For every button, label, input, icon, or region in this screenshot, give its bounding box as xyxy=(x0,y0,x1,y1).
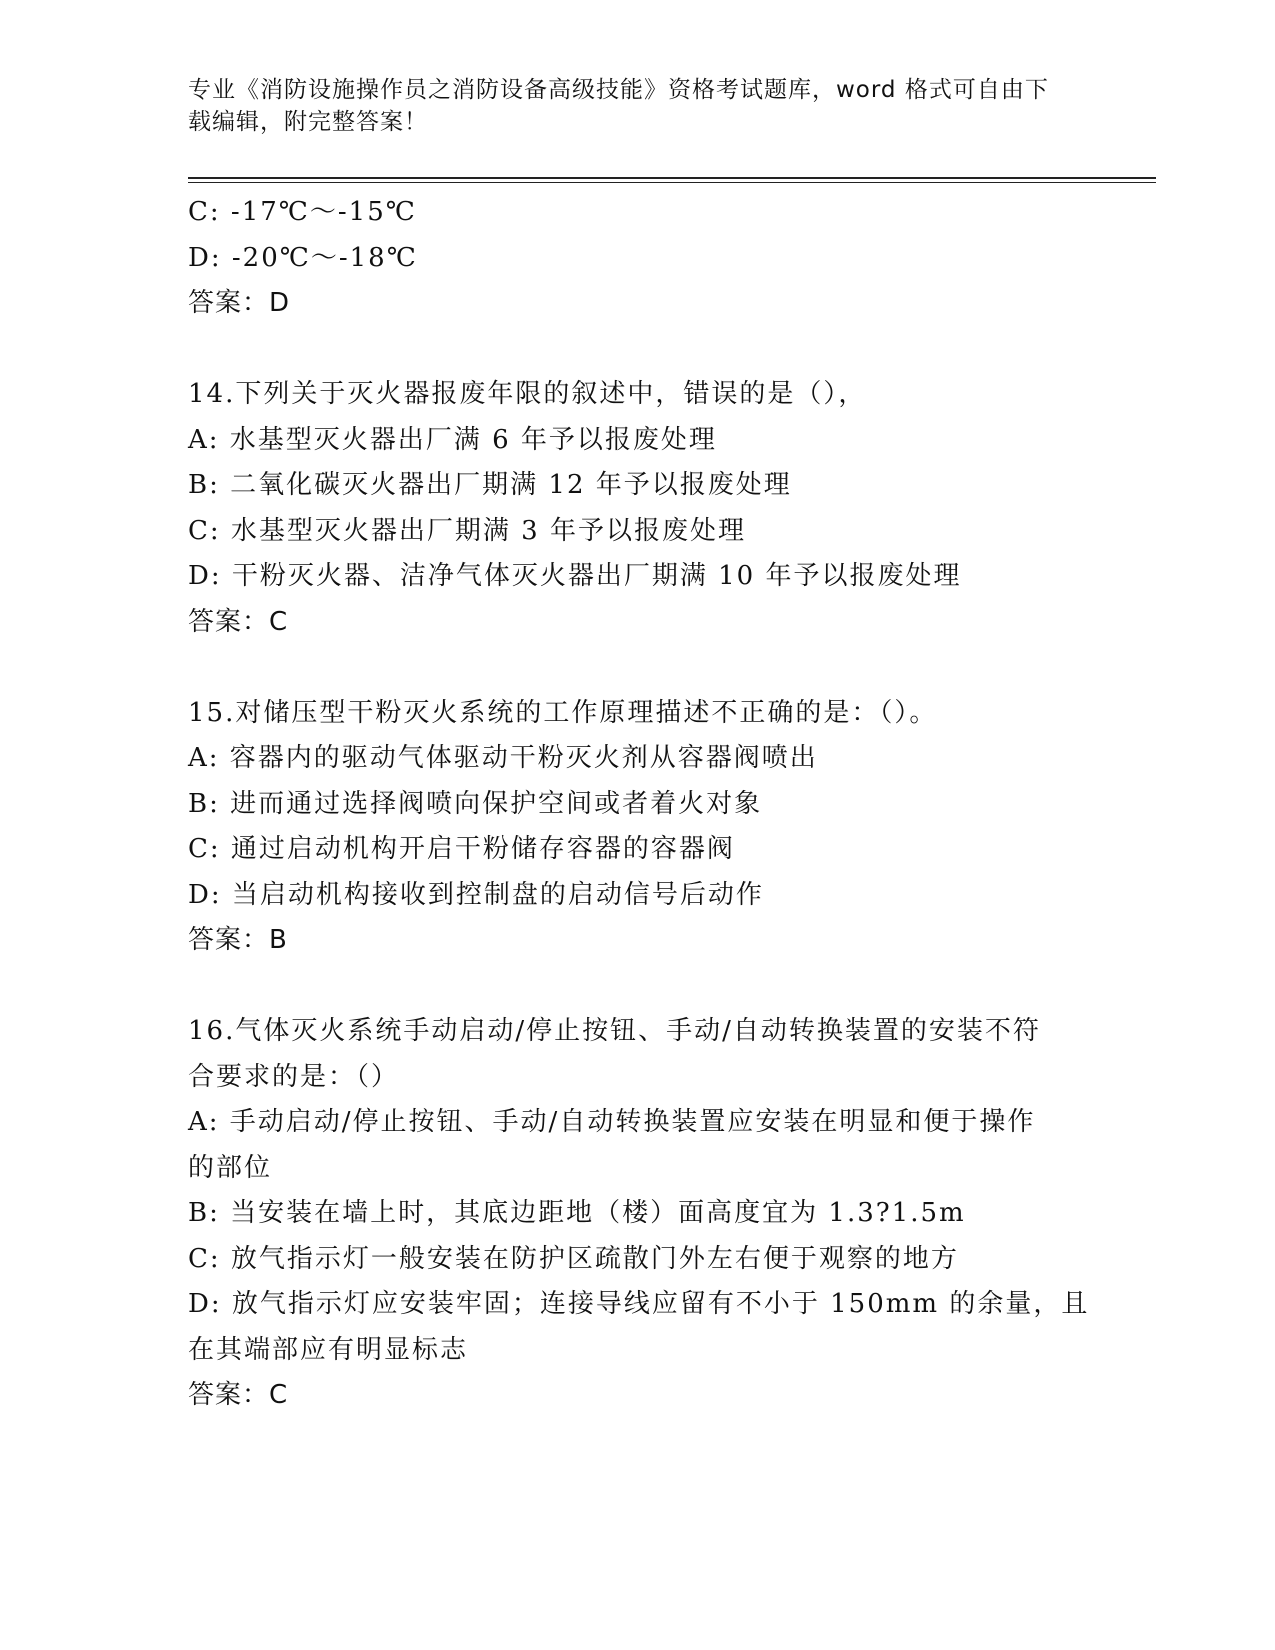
spacer xyxy=(188,964,1088,1010)
answer-label: 答案：C xyxy=(188,606,289,637)
option-c: C: -17℃～-15℃ xyxy=(188,197,417,227)
question-list xyxy=(188,190,1088,1419)
option-b: B: 当安装在墙上时，其底边距地（楼）面高度宜为 1.3?1.5m xyxy=(188,1198,966,1228)
question-14 xyxy=(188,372,1088,645)
answer-label: 答案：C xyxy=(188,1380,289,1410)
option-a-line-2: 的部位 xyxy=(188,1152,273,1183)
question-stem-line-1: 16.气体灭火系统手动启动/停止按钮、手动/自动转换装置的安装不符 xyxy=(188,1016,1041,1046)
answer-label: 答案：D xyxy=(188,288,291,318)
question-stem: 15.对储压型干粉灭火系统的工作原理描述不正确的是：（）。 xyxy=(188,697,938,728)
spacer xyxy=(188,645,1088,691)
question-stem: 14.下列关于灭火器报废年限的叙述中，错误的是（）， xyxy=(188,379,867,409)
option-d: D: 当启动机构接收到控制盘的启动信号后动作 xyxy=(188,879,764,910)
option-c: C: 通过启动机构开启干粉储存容器的容器阀 xyxy=(188,834,735,864)
option-c: C: 水基型灭火器出厂期满 3 年予以报废处理 xyxy=(188,515,746,546)
option-a-line-1: A: 手动启动/停止按钮、手动/自动转换装置应安装在明显和便于操作 xyxy=(188,1107,1036,1137)
option-d: D: 干粉灭火器、洁净气体灭火器出厂期满 10 年予以报废处理 xyxy=(188,561,962,591)
header-line-2: 载编辑，附完整答案！ xyxy=(188,109,428,135)
option-d-line-1: D: 放气指示灯应安装牢固；连接导线应留有不小于 150mm 的余量，且 xyxy=(188,1289,1090,1319)
document-header xyxy=(188,74,1068,138)
option-a: A: 容器内的驱动气体驱动干粉灭火剂从容器阀喷出 xyxy=(188,743,818,773)
option-d: D: -20℃～-18℃ xyxy=(188,242,418,273)
option-b: B: 进而通过选择阀喷向保护空间或者着火对象 xyxy=(188,788,763,819)
header-divider-thick xyxy=(188,177,1156,179)
option-a: A: 水基型灭火器出厂满 6 年予以报废处理 xyxy=(188,424,717,455)
answer-label: 答案：B xyxy=(188,925,288,955)
question-16 xyxy=(188,1009,1088,1419)
question-15 xyxy=(188,691,1088,964)
header-line-1: 专业《消防设施操作员之消防设备高级技能》资格考试题库，word 格式可自由下 xyxy=(188,77,1049,103)
option-d-line-2: 在其端部应有明显标志 xyxy=(188,1334,469,1365)
option-c: C: 放气指示灯一般安装在防护区疏散门外左右便于观察的地方 xyxy=(188,1243,959,1274)
spacer xyxy=(188,327,1088,373)
header-divider-thin xyxy=(188,182,1156,183)
question-13 xyxy=(188,190,1088,327)
question-stem-line-2: 合要求的是：（） xyxy=(188,1061,400,1092)
option-b: B: 二氧化碳灭火器出厂期满 12 年予以报废处理 xyxy=(188,470,792,500)
